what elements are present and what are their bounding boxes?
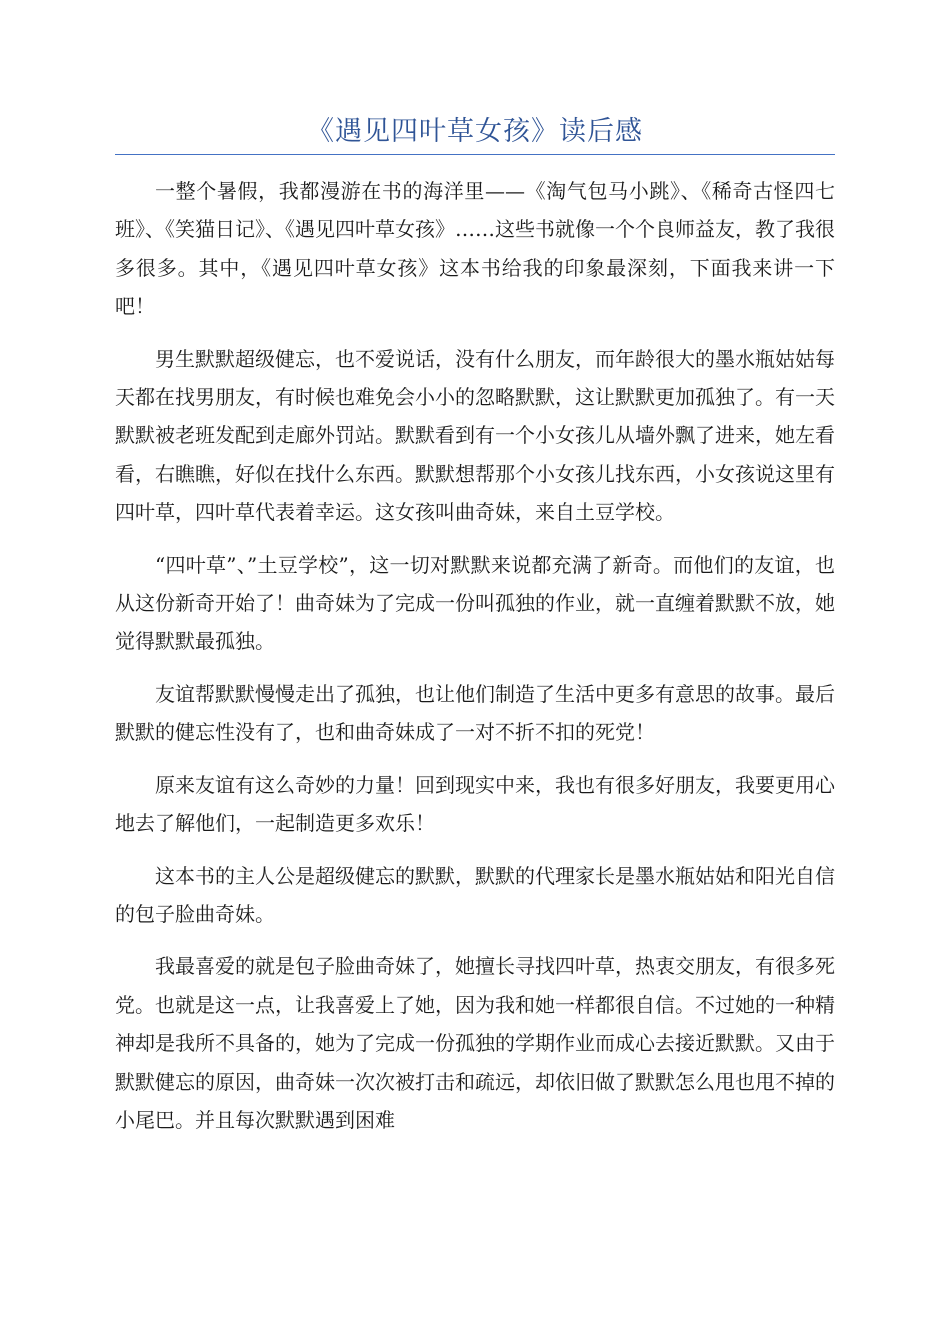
paragraph: 原来友谊有这么奇妙的力量！回到现实中来，我也有很多好朋友，我要更用心地去了解他们，一起制造更多欢乐！: [115, 772, 835, 836]
paragraph: 我最喜爱的就是包子脸曲奇妹了，她擅长寻找四叶草，热衷交朋友，有很多死党。也就是这一点，让我喜爱上了她，因为我和她一样都很自信。不过她的一种精神却是我所不具备的，她为了完成一份孤独的学期作业而成心去接近默默。又由于默默健忘的原因，曲奇妹一次次被打击和疏远，却依旧做了默默怎么甩也甩不掉的小尾巴。并且每次默默遇到困难: [115, 954, 835, 1132]
document-title: 《遇见四叶草女孩》读后感: [307, 116, 643, 147]
title-underline: [115, 154, 835, 155]
paragraph: 一整个暑假，我都漫游在书的海洋里——《淘气包马小跳》、《稀奇古怪四七班》、《笑猫日记》、《遇见四叶草女孩》……这些书就像一个个良师益友，教了我很多很多。其中，《遇见四叶草女孩》这本书给我的印象最深刻，下面我来讲一下吧！: [115, 179, 835, 319]
paragraph: 这本书的主人公是超级健忘的默默，默默的代理家长是墨水瓶姑姑和阳光自信的包子脸曲奇妹。: [115, 863, 835, 926]
document-body: [115, 172, 835, 1153]
paragraph: 友谊帮默默慢慢走出了孤独，也让他们制造了生活中更多有意思的故事。最后默默的健忘性没有了，也和曲奇妹成了一对不折不扣的死党！: [115, 681, 835, 745]
paragraph: “四叶草”、”土豆学校”，这一切对默默来说都充满了新奇。而他们的友谊，也从这份新奇开始了！曲奇妹为了完成一份叫孤独的作业，就一直缠着默默不放，她觉得默默最孤独。: [115, 552, 835, 654]
paragraph: 男生默默超级健忘，也不爱说话，没有什么朋友，而年龄很大的墨水瓶姑姑每天都在找男朋友，有时候也难免会小小的忽略默默，这让默默更加孤独了。有一天默默被老班发配到走廊外罚站。默默看到有一个小女孩儿从墙外飘了进来，她左看看，右瞧瞧，好似在找什么东西。默默想帮那个小女孩儿找东西，小女孩说这里有四叶草，四叶草代表着幸运。这女孩叫曲奇妹，来自土豆学校。: [115, 346, 835, 525]
